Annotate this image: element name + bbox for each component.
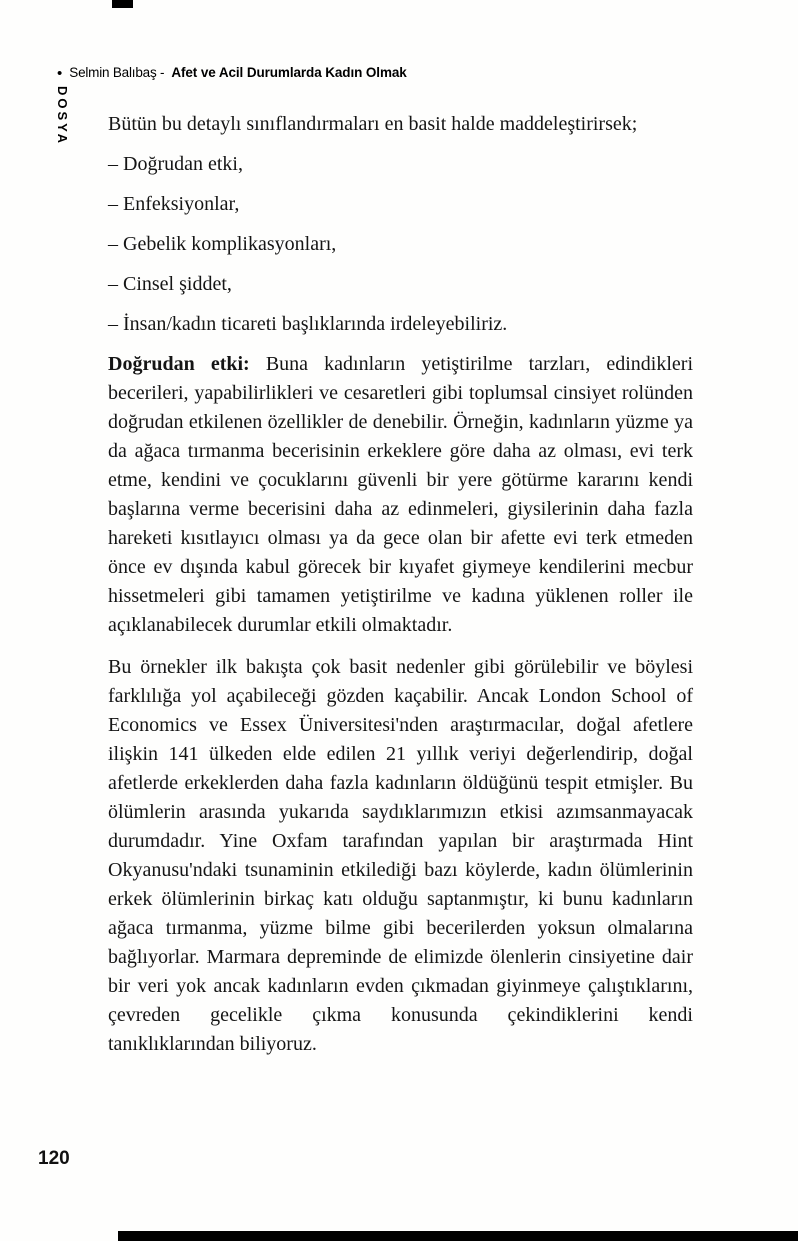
- page-number: 120: [38, 1148, 70, 1169]
- list-item: – Enfeksiyonlar,: [108, 193, 240, 215]
- paragraph-body: Buna kadınların yetiştirilme tarzları, edindikleri becerileri, yapabilirlikleri ve cesaretleri gibi toplumsal cinsiyet rolünden doğrudan etkilenen özellikler de denebilir. Örneğin, kadınların yüzme ya da ağaca tırmanma becerisinin erkeklere göre daha az olması, evi terk etme, kendini ve çocuklarını güvenli bir yere götürme kararını kendi başlarına verme becerisini daha az edinmeleri, giysilerinin daha fazla hareketi kısıtlayıcı olması ya da gece olan bir afette evi terk etmeden önce ev dışında kabul görecek bir kıyafet giymeye kendilerini mecbur hissetmeleri gibi tamamen yetiştirilme ve kadına yüklenen roller ile açıklanabilecek durumlar etkili olmaktadır.: [108, 353, 693, 636]
- bottom-black-bar: [118, 1231, 798, 1241]
- header-article-title: Afet ve Acil Durumlarda Kadın Olmak: [171, 65, 407, 80]
- list-item: – Gebelik komplikasyonları,: [108, 233, 337, 255]
- list-item: – Cinsel şiddet,: [108, 273, 232, 295]
- list-item: – İnsan/kadın ticareti başlıklarında irdeleyebiliriz.: [108, 313, 508, 335]
- header-bullet-icon: •: [57, 65, 63, 82]
- top-crop-mark: [112, 0, 133, 8]
- paragraph-direct-effect: [108, 350, 693, 640]
- running-header: [57, 64, 407, 81]
- body-column: [108, 110, 693, 1072]
- list-item: – Doğrudan etki,: [108, 153, 243, 175]
- paragraph-research: Bu örnekler ilk bakışta çok basit nedenler gibi görülebilir ve böylesi farklılığa yol açabileceği gözden kaçabilir. Ancak London School of Economics ve Essex Üniversitesi'nden araştırmacılar, doğal afetlere ilişkin 141 ülkeden elde edilen 21 yıllık veriyi değerlendirip, doğal afetlerde erkeklerden daha fazla kadınların öldüğünü tespit etmişler. Bu ölümlerin arasında yukarıda saydıklarımızın etkisi azımsanmayacak durumdadır. Yine Oxfam tarafından yapılan bir araştırmada Hint Okyanusu'ndaki tsunaminin etkilediği bazı köylerde, kadın ölümlerinin erkek ölümlerinin birkaç katı olduğu saptanmıştır, ki bunu kadınların ağaca tırmanma, yüzme bilme gibi becerilerden yoksun olmalarına bağlıyorlar. Marmara depreminde de elimizde ölenlerin cinsiyetine dair bir veri yok ancak kadınların evden çıkmadan giyinmeye çalıştıklarını, çevreden gecelikle çıkma konusunda çekindiklerini kendi tanıklıklarından biliyoruz.: [108, 656, 693, 1055]
- paragraph-lead: Doğrudan etki:: [108, 353, 250, 375]
- intro-paragraph: Bütün bu detaylı sınıflandırmaları en basit halde maddeleştirirsek;: [108, 113, 638, 135]
- header-author: Selmin Balıbaş -: [69, 65, 165, 80]
- section-label-dosya: DOSYA: [55, 86, 70, 147]
